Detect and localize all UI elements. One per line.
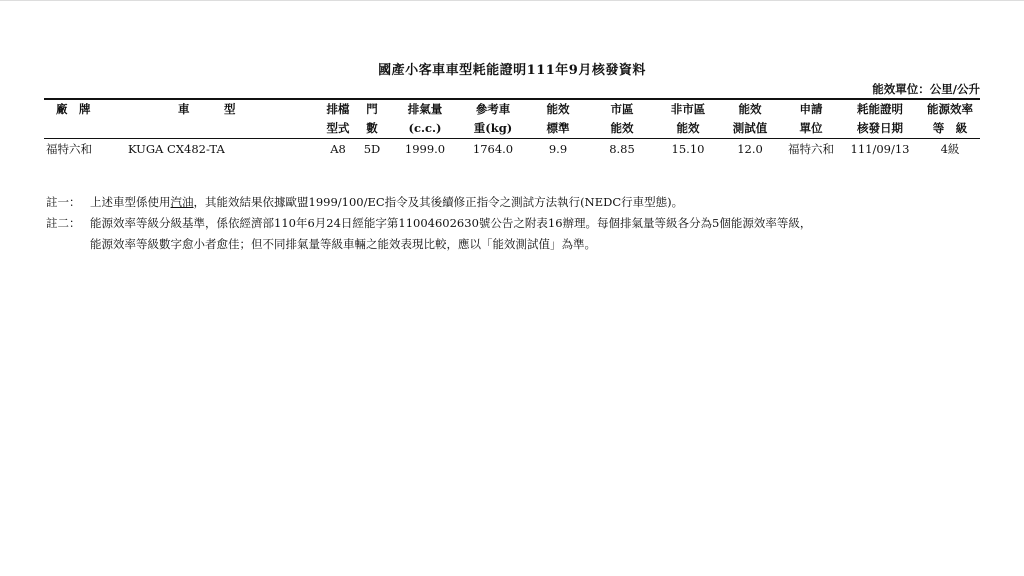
header-test-1: 能效 (738, 102, 762, 116)
cell-std: 9.9 (548, 142, 568, 156)
header-test-2: 測試值 (732, 121, 768, 135)
unit-note: 能效單位：公里/公升 (872, 82, 980, 96)
note-1-text (90, 192, 683, 213)
cell-applicant: 福特六和 (788, 142, 834, 156)
cell-date: 111/09/13 (850, 142, 910, 156)
note-1-label: 註一： (46, 195, 81, 209)
header-displacement-2: (c.c.) (408, 121, 442, 135)
header-displacement-1: 排氣量 (407, 102, 443, 116)
header-brand: 廠 牌 (56, 102, 91, 116)
header-trans-1: 排檔 (326, 102, 350, 116)
header-date-1: 耗能證明 (857, 102, 903, 116)
header-std-2: 標準 (546, 121, 570, 135)
header-date-2: 核發日期 (857, 121, 903, 135)
note-1-fuel: 汽油 (170, 195, 194, 209)
notes-block (46, 192, 811, 255)
header-noncity-2: 能效 (676, 121, 700, 135)
header-std-1: 能效 (546, 102, 570, 116)
note-1-pre: 上述車型係使用 (90, 195, 171, 209)
header-grade-2: 等 級 (932, 121, 968, 135)
header-model: 車 型 (178, 102, 236, 116)
cell-doors: 5D (363, 142, 381, 156)
cell-city: 8.85 (609, 142, 635, 156)
note-1 (46, 192, 811, 213)
header-noncity-1: 非市區 (670, 102, 706, 116)
cell-grade: 4級 (940, 142, 960, 156)
header-grade-1: 能源效率 (927, 102, 973, 116)
header-doors-2: 數 (366, 121, 378, 135)
header-applicant-1: 申請 (799, 102, 823, 116)
document-title: 國產小客車車型耗能證明111年9月核發資料 (378, 63, 646, 78)
cell-model: KUGA CX482-TA (128, 142, 225, 156)
header-weight-2: 重(kg) (473, 121, 513, 135)
header-city-1: 市區 (610, 102, 634, 116)
cell-weight: 1764.0 (472, 142, 514, 156)
header-city-2: 能效 (610, 121, 634, 135)
cell-test: 12.0 (737, 142, 763, 156)
note-2-line-1: 能源效率等級分級基準，係依經濟部110年6月24日經能字第11004602630號公告之附表16辦理。每個排氣量等級各分為5個能源效率等級， (90, 216, 812, 230)
header-applicant-2: 單位 (799, 121, 823, 135)
header-trans-2: 型式 (326, 121, 350, 135)
cell-noncity: 15.10 (671, 142, 705, 156)
note-2-line-2: 能源效率等級數字愈小者愈佳；但不同排氣量等級車輛之能效表現比較，應以「能效測試值」為準。 (90, 237, 596, 251)
note-2-label: 註二： (46, 216, 81, 230)
header-doors-1: 門 (366, 102, 378, 116)
cell-displacement: 1999.0 (404, 142, 446, 156)
cell-brand: 福特六和 (46, 142, 92, 156)
header-weight-1: 參考車 (475, 102, 511, 116)
cell-trans: A8 (330, 142, 346, 156)
note-2 (46, 213, 811, 234)
note-1-post: ，其能效結果依據歐盟1999/100/EC指令及其後續修正指令之測試方法執行(NEDC行車型態)。 (193, 195, 684, 209)
